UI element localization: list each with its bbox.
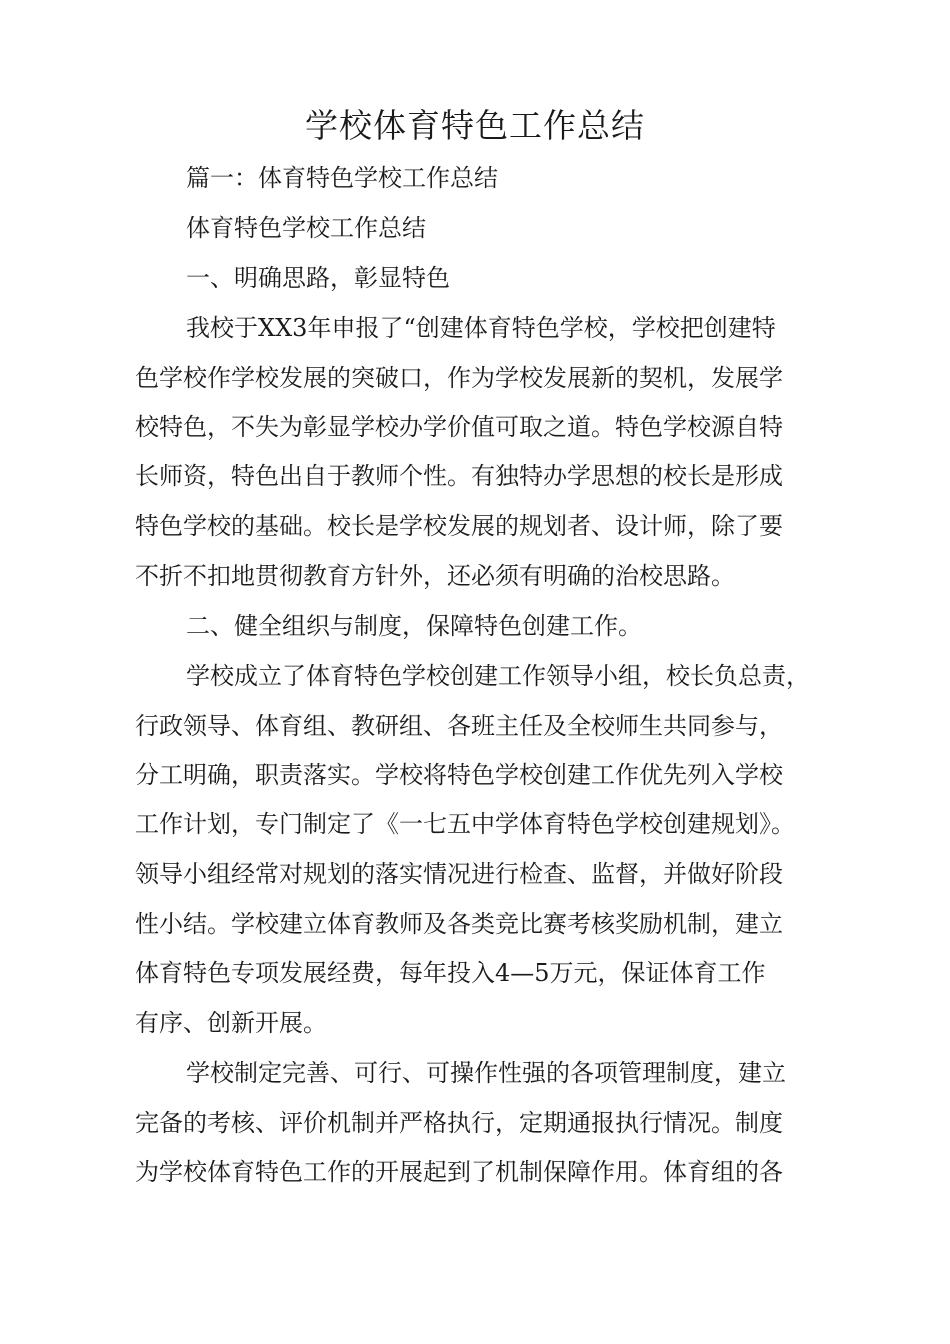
paragraph-line: 校特色，不失为彰显学校办学价值可取之道。特色学校源自特: [135, 413, 783, 441]
paragraph-line: 学校成立了体育特色学校创建工作领导小组，校长负总责，: [186, 662, 810, 690]
section-heading-1: 篇一：体育特色学校工作总结: [186, 164, 498, 192]
paragraph-line: 不折不扣地贯彻教育方针外，还必须有明确的治校思路。: [135, 562, 735, 590]
paragraph-line: 领导小组经常对规划的落实情况进行检查、监督，并做好阶段: [135, 860, 783, 888]
paragraph-line: 学校制定完善、可行、可操作性强的各项管理制度，建立: [186, 1059, 786, 1087]
section-heading-2: 一、明确思路，彰显特色: [186, 264, 450, 292]
paragraph-line: 体育特色专项发展经费，每年投入4—5万元，保证体育工作: [135, 959, 766, 987]
paragraph-line: 色学校作学校发展的突破口，作为学校发展新的契机，发展学: [135, 364, 783, 392]
paragraph-line: 特色学校的基础。校长是学校发展的规划者、设计师，除了要: [135, 512, 783, 540]
paragraph-line: 为学校体育特色工作的开展起到了机制保障作用。体育组的各: [135, 1158, 783, 1186]
paragraph-line: 分工明确，职责落实。学校将特色学校创建工作优先列入学校: [135, 761, 783, 789]
paragraph-line: 长师资，特色出自于教师个性。有独特办学思想的校长是形成: [135, 462, 783, 490]
subtitle: 体育特色学校工作总结: [186, 214, 426, 242]
document-title: 学校体育特色工作总结: [305, 106, 645, 145]
paragraph-line: 完备的考核、评价机制并严格执行，定期通报执行情况。制度: [135, 1109, 783, 1137]
paragraph-line: 工作计划，专门制定了《一七五中学体育特色学校创建规划》。: [135, 810, 795, 838]
section-heading-3: 二、健全组织与制度，保障特色创建工作。: [186, 612, 642, 640]
paragraph-line: 我校于XX3年申报了“创建体育特色学校，学校把创建特: [186, 314, 776, 342]
paragraph-line: 有序、创新开展。: [135, 1009, 327, 1037]
paragraph-line: 行政领导、体育组、教研组、各班主任及全校师生共同参与，: [135, 712, 783, 740]
paragraph-line: 性小结。学校建立体育教师及各类竞比赛考核奖励机制，建立: [135, 910, 783, 938]
